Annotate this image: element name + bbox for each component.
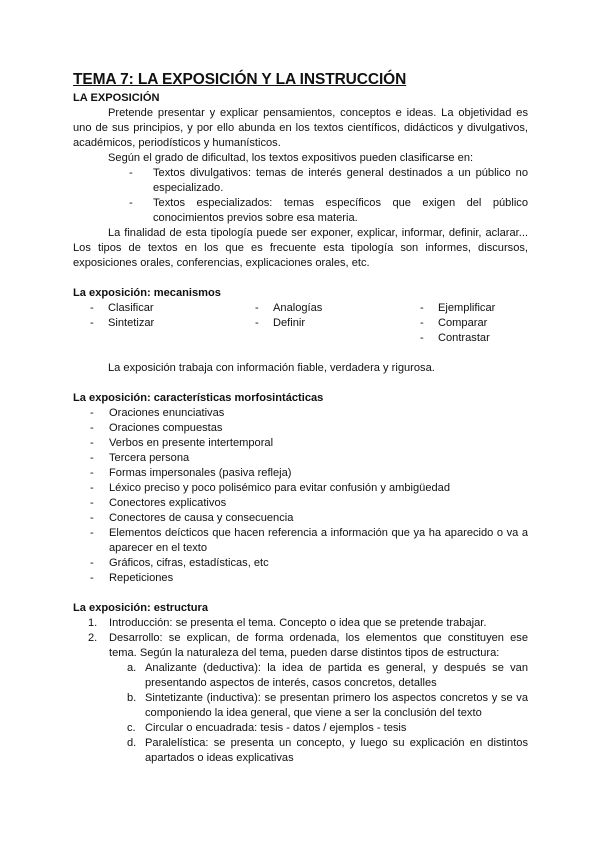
paragraph: La exposición trabaja con información fiable, verdadera y rigurosa.	[108, 362, 435, 374]
structure-list	[73, 616, 528, 661]
page-title: TEMA 7: LA EXPOSICIÓN Y LA INSTRUCCIÓN	[73, 71, 407, 88]
list-item: - Tercera persona	[90, 452, 190, 464]
list-item: - Textos especializados: temas específicos que exigen del público conocimientos previos sobre esa materia.	[129, 197, 528, 224]
list-item: d. Paralelística: se presenta un concepto, y luego su explicación en distintos apartados o ideas explicativas	[127, 737, 528, 764]
list-item: - Conectores de causa y consecuencia	[90, 512, 294, 524]
paragraph: Según el grado de dificultad, los textos expositivos pueden clasificarse en:	[108, 152, 474, 164]
list-item: - Definir	[255, 317, 306, 329]
section-heading-exposicion: LA EXPOSICIÓN	[73, 92, 160, 104]
list-item: b. Sintetizante (inductiva): se presentan primero los aspectos concretos y se va componiendo la idea general, que viene a ser la conclusión del texto	[127, 692, 528, 719]
mechanisms-columns	[73, 301, 528, 346]
paragraph: La finalidad de esta tipología puede ser exponer, explicar, informar, definir, aclarar... Los tipos de textos en los que es frecuente esta tipología son informes, discursos, exposiciones orales, conferencias, explicaciones orales, etc.	[73, 227, 528, 269]
text-types-list	[73, 166, 528, 226]
list-item: - Textos divulgativos: temas de interés general destinados a un público no especializado.	[129, 167, 528, 194]
list-item: - Conectores explicativos	[90, 497, 227, 509]
structure-sublist	[73, 661, 528, 766]
mechanisms-column	[420, 301, 495, 346]
paragraph: Pretende presentar y explicar pensamientos, conceptos e ideas. La objetividad es uno de sus principios, y por ello abunda en los textos científicos, didácticos y divulgativos, académicos, periodísticos y humanísticos.	[73, 107, 528, 149]
list-item: - Léxico preciso y poco polisémico para evitar confusión y ambigüedad	[90, 482, 451, 494]
dash-bullet: -	[129, 167, 133, 179]
section-heading-caracteristicas: La exposición: características morfosintácticas	[73, 392, 324, 404]
list-item: - Oraciones enunciativas	[90, 407, 225, 419]
list-item: - Verbos en presente intertemporal	[90, 437, 274, 449]
list-item: 2. Desarrollo: se explican, de forma ordenada, los elementos que constituyen ese tema. Según la naturaleza del tema, pueden darse distintos tipos de estructura:	[88, 632, 528, 659]
list-item: - Clasificar	[90, 302, 154, 314]
list-item: - Comparar	[420, 317, 488, 329]
mechanisms-column	[255, 301, 322, 331]
list-item: - Repeticiones	[90, 572, 174, 584]
list-item: - Formas impersonales (pasiva refleja)	[90, 467, 292, 479]
section-heading-mecanismos: La exposición: mecanismos	[73, 287, 221, 299]
list-item: 1. Introducción: se presenta el tema. Concepto o idea que se pretende trabajar.	[88, 617, 487, 629]
list-item: - Ejemplificar	[420, 302, 496, 314]
list-item: - Contrastar	[420, 332, 490, 344]
list-item: - Oraciones compuestas	[90, 422, 223, 434]
mechanisms-column	[90, 301, 154, 331]
list-item: - Analogías	[255, 302, 323, 314]
list-item: - Sintetizar	[90, 317, 155, 329]
list-item: c. Circular o encuadrada: tesis - datos / ejemplos - tesis	[127, 722, 407, 734]
document-content	[73, 71, 528, 766]
list-item: - Elementos deícticos que hacen referencia a información que ya ha aparecido o va a aparecer en el texto	[90, 527, 528, 554]
features-list	[73, 406, 528, 586]
list-item: a. Analizante (deductiva): la idea de partida es general, y después se van presentando aspectos de interés, casos concretos, detalles	[127, 662, 528, 689]
section-heading-estructura: La exposición: estructura	[73, 602, 209, 614]
list-item: - Gráficos, cifras, estadísticas, etc	[90, 557, 269, 569]
dash-bullet: -	[129, 197, 133, 209]
